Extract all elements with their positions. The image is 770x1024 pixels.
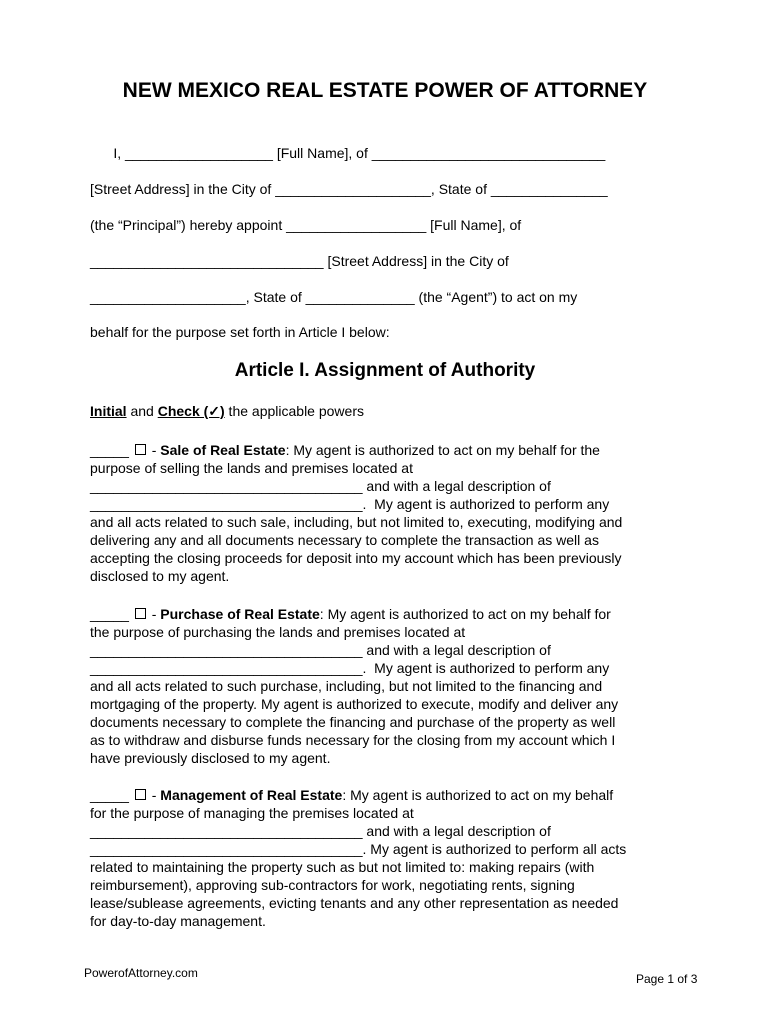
power-purchase	[90, 605, 670, 767]
initial-blank[interactable]: _____	[90, 442, 133, 458]
power-line: ___________________________________. My agent is authorized to perform any	[90, 660, 610, 676]
power-first-line: _____ - Purchase of Real Estate: My agent is authorized to act on my behalf for	[90, 606, 611, 622]
initial-blank[interactable]: _____	[90, 606, 133, 622]
power-first-rest: : My agent is authorized to act on my behalf for	[319, 606, 611, 622]
power-line: ___________________________________ and with a legal description of	[90, 823, 551, 839]
power-line: related to maintaining the property such as but not limited to: making repairs (with	[90, 859, 595, 875]
power-title: Management of Real Estate	[160, 787, 343, 803]
power-line: mortgaging of the property. My agent is authorized to execute, modify and deliver any	[90, 696, 619, 712]
intro-line-1: I, ___________________ [Full Name], of ______________________________	[90, 145, 606, 161]
instruction-rest: the applicable powers	[224, 403, 364, 419]
intro-line-6: behalf for the purpose set forth in Article I below:	[90, 324, 390, 340]
power-line: accepting the closing proceeds for deposit into my account which has been previously	[90, 550, 622, 566]
page-number: Page 1 of 3	[636, 972, 698, 986]
power-line: for day-to-day management.	[90, 913, 266, 929]
checkbox[interactable]	[135, 444, 146, 455]
power-first-rest: : My agent is authorized to act on my behalf for the	[285, 442, 600, 458]
checkbox[interactable]	[135, 608, 146, 619]
footer-site: PowerofAttorney.com	[84, 966, 198, 980]
intro-line-5: ____________________, State of ______________ (the “Agent”) to act on my	[90, 289, 578, 305]
power-first-rest: : My agent is authorized to act on my behalf	[342, 787, 614, 803]
power-management	[90, 786, 670, 930]
power-line: and all acts related to such sale, including, but not limited to, executing, modifying and	[90, 514, 623, 530]
initial-blank[interactable]: _____	[90, 787, 133, 803]
power-line: delivering any and all documents necessary to complete the transaction as well as	[90, 532, 599, 548]
power-line: ___________________________________. My agent is authorized to perform any	[90, 496, 610, 512]
power-line: for the purpose of managing the premises located at	[90, 805, 414, 821]
power-line: ___________________________________ and with a legal description of	[90, 478, 551, 494]
power-line: ___________________________________. My agent is authorized to perform all acts	[90, 841, 627, 857]
power-line: reimbursement), approving sub-contractors for work, negotiating rents, signing	[90, 877, 575, 893]
power-line: as to withdraw and disburse funds necessary for the closing from my account which I	[90, 732, 616, 748]
power-line: ___________________________________ and with a legal description of	[90, 642, 551, 658]
power-sale	[90, 441, 670, 585]
document-title: NEW MEXICO REAL ESTATE POWER OF ATTORNEY	[122, 79, 648, 102]
power-line: have previously disclosed to my agent.	[90, 750, 331, 766]
power-line: documents necessary to complete the financing and purchase of the property as well	[90, 714, 616, 730]
instruction-and: and	[126, 403, 158, 419]
check-label: Check (✓)	[157, 403, 225, 419]
power-line: disclosed to my agent.	[90, 568, 230, 584]
power-title: Purchase of Real Estate	[160, 606, 320, 622]
intro-line-4: ______________________________ [Street Address] in the City of	[90, 253, 509, 269]
article-heading: Article I. Assignment of Authority	[234, 360, 536, 381]
power-line: purpose of selling the lands and premises located at	[90, 460, 413, 476]
power-title: Sale of Real Estate	[160, 442, 286, 458]
power-line: the purpose of purchasing the lands and premises located at	[90, 624, 466, 640]
power-first-line: _____ - Sale of Real Estate: My agent is authorized to act on my behalf for the	[90, 442, 600, 458]
power-line: lease/sublease agreements, evicting tenants and any other representation as needed	[90, 895, 619, 911]
power-line: and all acts related to such purchase, including, but not limited to the financing and	[90, 678, 603, 694]
intro-line-3: (the “Principal”) hereby appoint __________________ [Full Name], of	[90, 217, 522, 233]
initial-label: Initial	[90, 403, 127, 419]
intro-line-2: [Street Address] in the City of ____________________, State of _______________	[90, 181, 608, 197]
checkbox[interactable]	[135, 789, 146, 800]
instruction-line	[90, 403, 364, 420]
power-first-line: _____ - Management of Real Estate: My agent is authorized to act on my behalf	[90, 787, 614, 803]
